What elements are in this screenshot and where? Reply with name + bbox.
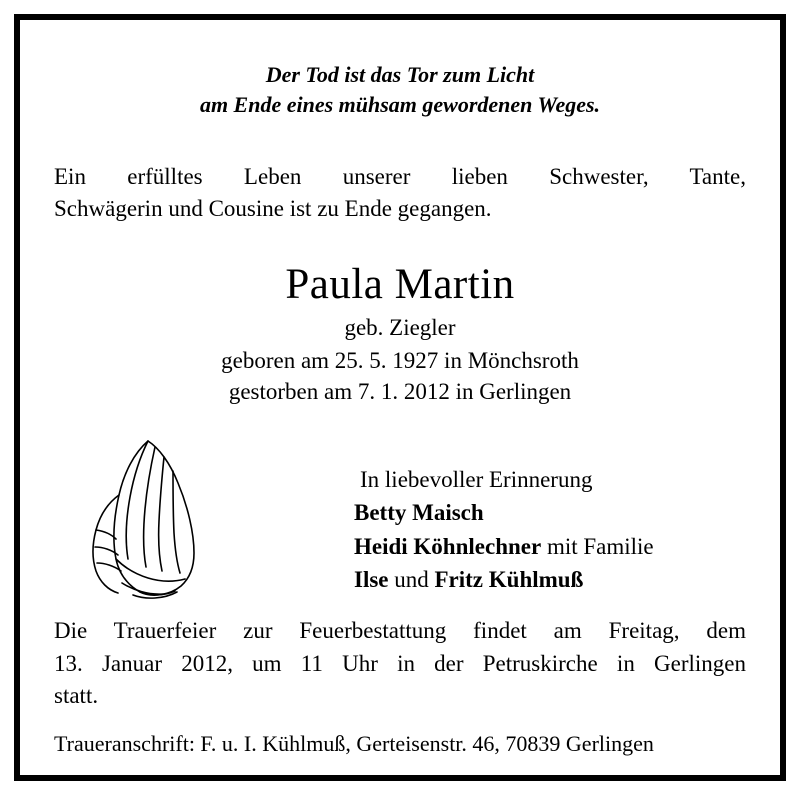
mourner-3-name-b: Fritz Kühlmuß bbox=[434, 567, 584, 593]
deceased-name: Paula Martin bbox=[285, 261, 515, 309]
intro-text bbox=[54, 161, 746, 226]
intro-line-1: Ein erfülltes Leben unserer lieben Schwester, Tante, bbox=[54, 163, 746, 189]
mourner-3-conjunction: und bbox=[388, 567, 435, 593]
memorial-text bbox=[354, 433, 746, 596]
death-date-line: gestorben am 7. 1. 2012 in Gerlingen bbox=[228, 379, 572, 405]
mourning-address: Traueranschrift: F. u. I. Kühlmuß, Gerteisenstr. 46, 70839 Gerlingen bbox=[54, 731, 654, 757]
funeral-details bbox=[54, 615, 746, 713]
praying-hands-icon bbox=[78, 435, 218, 600]
memorial-section bbox=[54, 433, 746, 603]
mourner-1 bbox=[354, 496, 746, 529]
intro-line-2: Schwägerin und Cousine ist zu Ende gegangen. bbox=[54, 196, 492, 222]
verse-block bbox=[54, 60, 746, 121]
deceased-dates bbox=[54, 345, 746, 407]
funeral-line-3: statt. bbox=[54, 683, 99, 709]
verse-line-1: Der Tod ist das Tor zum Licht bbox=[265, 62, 535, 87]
mourner-2 bbox=[354, 530, 746, 563]
deceased-birth-name: geb. Ziegler bbox=[344, 315, 456, 341]
verse-line-2: am Ende eines mühsam gewordenen Weges. bbox=[199, 92, 601, 118]
mourner-2-name: Heidi Köhnlechner bbox=[354, 533, 542, 559]
mourner-3 bbox=[354, 563, 746, 596]
funeral-line-1: Die Trauerfeier zur Feuerbestattung findet am Freitag, dem bbox=[54, 618, 746, 644]
birth-date-line: geboren am 25. 5. 1927 in Mönchsroth bbox=[221, 348, 579, 374]
notice-frame bbox=[14, 14, 786, 781]
mourner-1-name: Betty Maisch bbox=[354, 500, 484, 526]
mourner-2-suffix: mit Familie bbox=[541, 533, 654, 559]
funeral-line-2: 13. Januar 2012, um 11 Uhr in der Petruskirche in Gerlingen bbox=[54, 650, 746, 676]
mourner-3-name-a: Ilse bbox=[354, 567, 389, 593]
memorial-heading: In liebevoller Erinnerung bbox=[360, 467, 593, 493]
